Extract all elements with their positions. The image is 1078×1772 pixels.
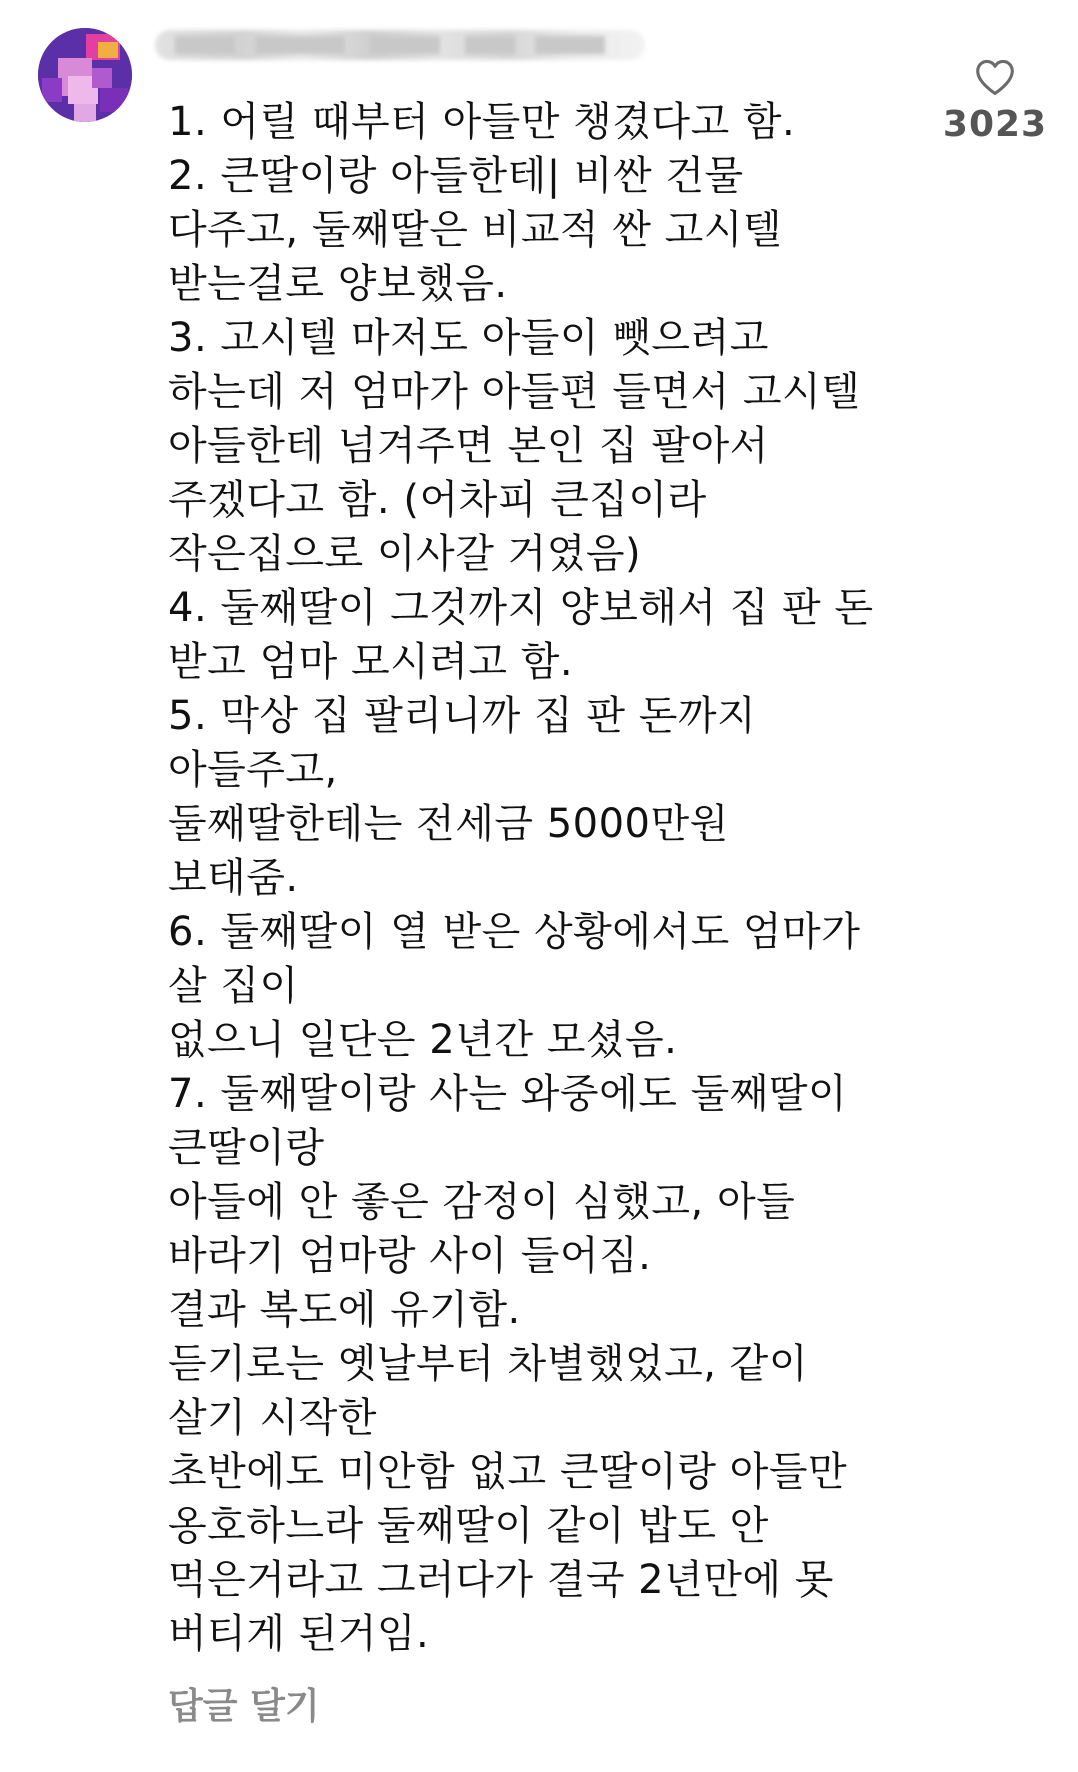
- comment-line: 받고 엄마 모시려고 함.: [168, 639, 574, 685]
- avatar[interactable]: [38, 28, 132, 122]
- comment-line: 작은집으로 이사갈 거였음): [168, 531, 642, 577]
- comment-line: 결과 복도에 유기함.: [168, 1287, 521, 1333]
- comment-line: 큰딸이랑: [168, 1125, 325, 1171]
- comment-line: 듣기로는 옛날부터 차별했었고, 같이: [168, 1341, 808, 1387]
- comment-line: 1. 어릴 때부터 아들만 챙겼다고 함.: [168, 99, 796, 145]
- comment-text: [168, 95, 948, 1661]
- comment-line: 초반에도 미안함 없고 큰딸이랑 아들만: [168, 1449, 848, 1495]
- comment-line: 7. 둘째딸이랑 사는 와중에도 둘째딸이: [168, 1071, 848, 1117]
- username-blurred: [155, 30, 645, 60]
- comment-line: 주겠다고 함. (어차피 큰집이라: [168, 477, 707, 523]
- comment-line: 3. 고시텔 마저도 아들이 뺏으려고: [168, 315, 769, 361]
- comment-line: 4. 둘째딸이 그것까지 양보해서 집 판 돈: [168, 585, 874, 631]
- comment-line: 먹은거라고 그러다가 결국 2년만에 못: [168, 1557, 834, 1603]
- comment-line: 없으니 일단은 2년간 모셨음.: [168, 1017, 678, 1063]
- reply-button[interactable]: 답글 달기: [168, 1686, 320, 1727]
- comment-line: 아들한테 넘겨주면 본인 집 팔아서: [168, 423, 769, 469]
- comment-line: 2. 큰딸이랑 아들한테| 비싼 건물: [168, 153, 744, 199]
- comment-line: 보태줌.: [168, 855, 299, 901]
- comment-line: 다주고, 둘째딸은 비교적 싼 고시텔: [168, 207, 783, 253]
- comment-line: 아들주고,: [168, 747, 338, 793]
- comment-line: 받는걸로 양보했음.: [168, 261, 508, 307]
- comment-line: 살기 시작한: [168, 1395, 377, 1441]
- comment-line: 버티게 된거임.: [168, 1611, 430, 1657]
- comment-line: 둘째딸한테는 전세금 5000만원: [168, 801, 729, 847]
- comment-line: 5. 막상 집 팔리니까 집 판 돈까지: [168, 693, 757, 739]
- like-section: [940, 58, 1050, 145]
- comment-line: 살 집이: [168, 963, 299, 1009]
- comment-line: 바라기 엄마랑 사이 들어짐.: [168, 1233, 652, 1279]
- like-count: 3023: [942, 104, 1048, 145]
- comment-line: 옹호하느라 둘째딸이 같이 밥도 안: [168, 1503, 769, 1549]
- heart-outline-icon[interactable]: [974, 58, 1016, 96]
- comment-line: 하는데 저 엄마가 아들편 들면서 고시텔: [168, 369, 861, 415]
- comment-line: 아들에 안 좋은 감정이 심했고, 아들: [168, 1179, 796, 1225]
- comment-line: 6. 둘째딸이 열 받은 상황에서도 엄마가: [168, 909, 861, 955]
